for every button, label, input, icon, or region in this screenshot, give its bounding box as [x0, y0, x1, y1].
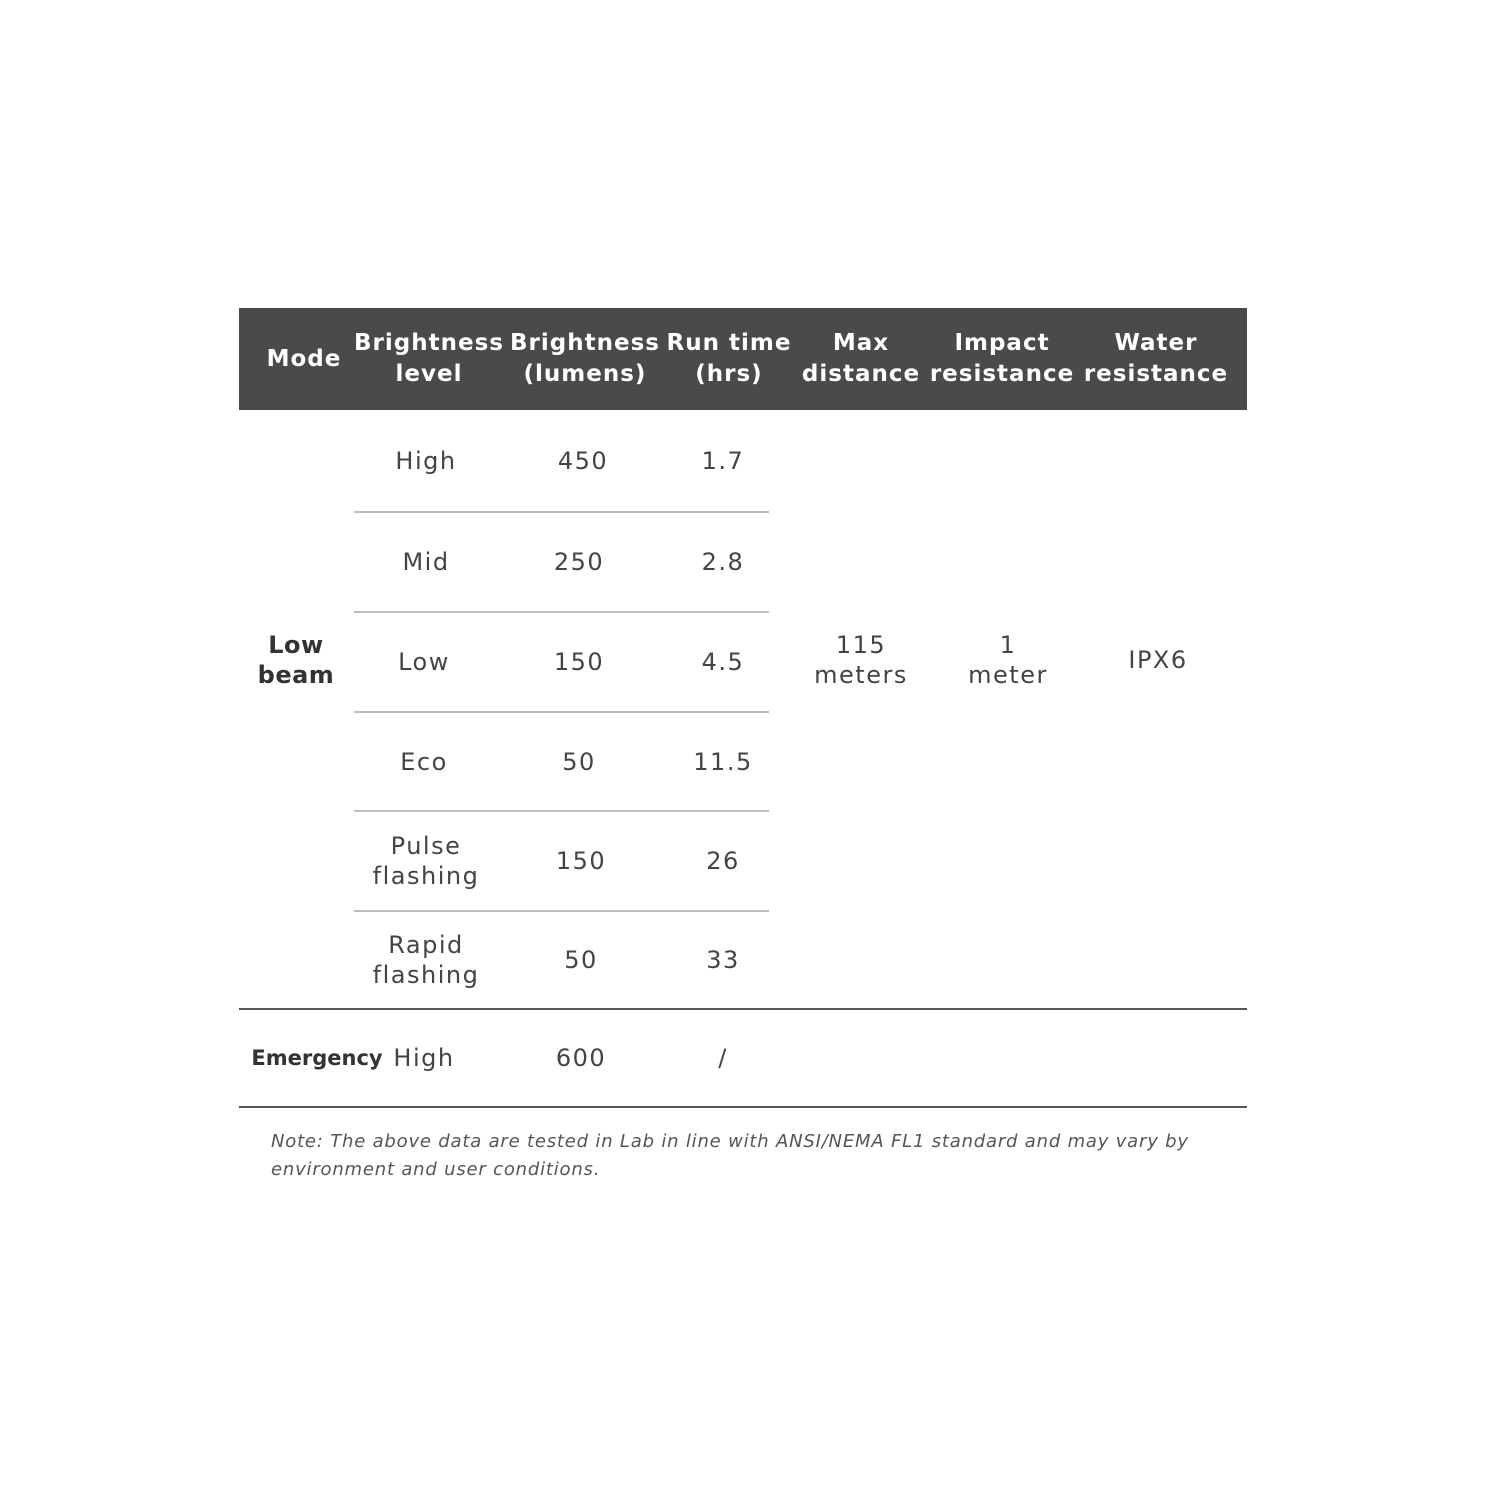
level-cell: Pulse flashing — [372, 832, 480, 890]
level-cell: Rapid flashing — [372, 931, 480, 989]
runtime-cell: / — [718, 1044, 728, 1072]
level-cell: High — [393, 1044, 455, 1072]
header-brightness-lumens: Brightness (lumens) — [510, 330, 660, 387]
runtime-cell: 33 — [706, 946, 740, 974]
header-run-time: Run time (hrs) — [666, 330, 792, 387]
table-header — [239, 308, 1247, 410]
lumens-cell: 600 — [555, 1044, 607, 1072]
lumens-cell: 150 — [555, 847, 607, 875]
runtime-cell: 26 — [706, 847, 740, 875]
level-cell: Mid — [402, 548, 450, 576]
lumens-cell: 50 — [562, 747, 596, 776]
header-brightness-level: Brightness level — [354, 330, 504, 387]
water-resistance-cell: IPX6 — [1128, 646, 1188, 674]
lumens-cell: 150 — [553, 648, 605, 676]
runtime-cell: 11.5 — [693, 747, 753, 776]
header-max-distance: Max distance — [801, 330, 921, 387]
table-body — [239, 410, 1247, 1108]
lumens-cell: 50 — [564, 946, 598, 974]
runtime-cell: 4.5 — [701, 648, 745, 676]
header-mode: Mode — [266, 345, 342, 372]
spec-table — [239, 308, 1247, 1108]
runtime-cell: 2.8 — [701, 548, 745, 576]
header-water-resistance: Water resistance — [1083, 330, 1229, 387]
mode-low-beam: Low beam — [257, 631, 335, 689]
level-cell: Eco — [400, 747, 448, 776]
header-impact-resistance: Impact resistance — [929, 330, 1075, 387]
level-cell: Low — [398, 648, 450, 676]
runtime-cell: 1.7 — [701, 446, 745, 475]
impact-resistance-cell: 1 meter — [968, 631, 1048, 689]
level-cell: High — [395, 446, 457, 475]
lumens-cell: 450 — [557, 446, 609, 475]
footnote: Note: The above data are tested in Lab in line with ANSI/NEMA FL1 standard and may vary by environment and user conditions. — [271, 1131, 1189, 1180]
mode-emergency: Emergency — [251, 1046, 383, 1070]
max-distance-cell: 115 meters — [814, 631, 908, 689]
table-bottom-border — [239, 1106, 1247, 1108]
lumens-cell: 250 — [553, 548, 605, 576]
